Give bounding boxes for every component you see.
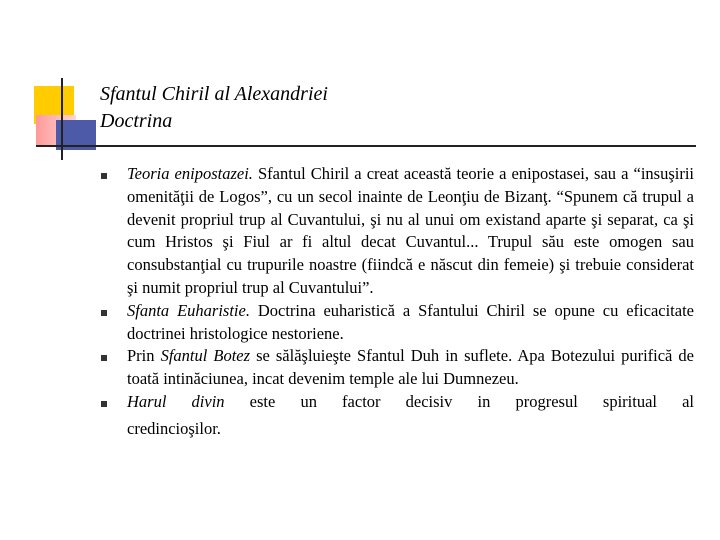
item-first-line <box>127 391 694 414</box>
item-text: Doctrina euharistică a Sfantului Chiril se opune cu eficacitate doctrinei hristologice nestoriene. <box>127 300 694 343</box>
bullet-square-icon <box>101 310 107 316</box>
title-line-2: Doctrina <box>100 110 173 132</box>
bullet-list <box>100 163 694 441</box>
bullet-square-icon <box>101 173 107 179</box>
item-emphasis: Sfantul Botez <box>160 346 251 366</box>
decor-horizontal-line <box>36 145 696 147</box>
list-item <box>100 345 694 391</box>
item-emphasis: Harul divin <box>127 391 225 411</box>
item-emphasis: Teoria enipostazei. <box>127 164 253 183</box>
item-text: se sălăşluieşte Sfantul Duh in suflete. Apa Botezului purifică de toată intinăciunea, incat devenim temple ale lui Dumnezeu. <box>127 346 694 389</box>
slide-title <box>100 81 328 135</box>
list-item <box>100 300 694 346</box>
item-text: este un factor decisiv in progresul spiritual al <box>224 391 695 411</box>
decor-vertical-line <box>61 78 63 160</box>
bullet-square-icon <box>101 401 107 407</box>
list-item <box>100 391 694 441</box>
item-text: Sfantul Chiril a creat această teorie a enipostasei, sau a “insuşirii omenităţii de Logos”, cu un secol inainte de Leonţiu de Bizanţ. “Spunem că trupul a devenit propriul trup al Cuvantului, şi nu al unui om existand aparte şi separat, ca şi cum Hristos şi Fiul ar fi altul decat Cuvantul... Trupul său este omogen sau consubstanţial cu trupurile noastre (fiindcă e născut din femeie) şi trebuie considerat şi numit propriul trup al Cuvantului”. <box>127 164 694 297</box>
title-line-1: Sfantul Chiril al Alexandriei <box>100 83 328 105</box>
bullet-square-icon <box>101 355 107 361</box>
item-emphasis: Sfanta Euharistie. <box>127 300 250 320</box>
item-prefix: Prin <box>127 346 161 366</box>
list-item <box>100 163 694 300</box>
item-tail: credincioşilor. <box>127 418 221 438</box>
